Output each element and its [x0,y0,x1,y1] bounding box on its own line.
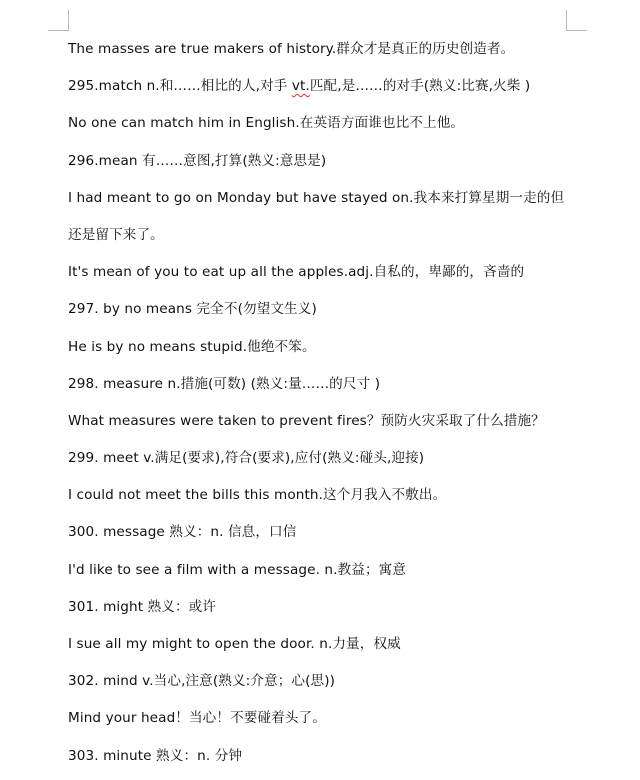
document-line: The masses are true makers of history.群众才是真正的历史创造者。 [68,41,515,57]
document-line: I could not meet the bills this month.这个月我入不敷出。 [68,487,447,504]
document-line: No one can match him in English.在英语方面谁也比不上他。 [68,115,465,132]
spellcheck-underlined-text: vt. [291,78,310,95]
document-line: 296.mean 有……意图,打算(熟义:意思是) [68,152,327,169]
document-line: 298. measure n.措施(可数) (熟义:量……的尺寸 ) [68,375,381,392]
document-line: 302. mind v.当心,注意(熟义:介意；心(思)) [68,673,336,690]
document-line: 299. meet v.满足(要求),符合(要求),应付(熟义:碰头,迎接) [68,450,425,467]
document-line: I had meant to go on Monday but have stayed on.我本来打算星期一走的但 [68,189,565,206]
document-line: What measures were taken to prevent fires？预防火灾采取了什么措施？ [68,412,545,429]
document-body [68,36,598,780]
document-line: Mind your head！当心！不要碰着头了。 [68,710,326,727]
document-line: 301. might 熟义：或许 [68,598,217,615]
document-line: 还是留下来了。 [68,226,164,243]
page-corner-mark-right [566,10,587,31]
document-line: 300. message 熟义：n. 信息，口信 [68,524,297,541]
document-line: I sue all my might to open the door. n.力量，权威 [68,636,401,652]
document-line: It's mean of you to eat up all the apples.adj.自私的，卑鄙的，吝啬的 [68,264,525,281]
document-line: 297. by no means 完全不(勿望文生义) [68,301,317,318]
page-corner-mark-left [48,10,69,31]
line-text-before: 295.match n.和……相比的人,对手 [68,78,292,95]
document-line: 303. minute 熟义：n. 分钟 [68,747,243,764]
document-line: I'd like to see a film with a message. n.教益；寓意 [68,561,407,578]
line-text-after: 匹配,是……的对手(熟义:比赛,火柴 ) [309,78,531,95]
document-line: He is by no means stupid.他绝不笨。 [68,338,316,355]
document-line-entry-295 [68,73,598,110]
